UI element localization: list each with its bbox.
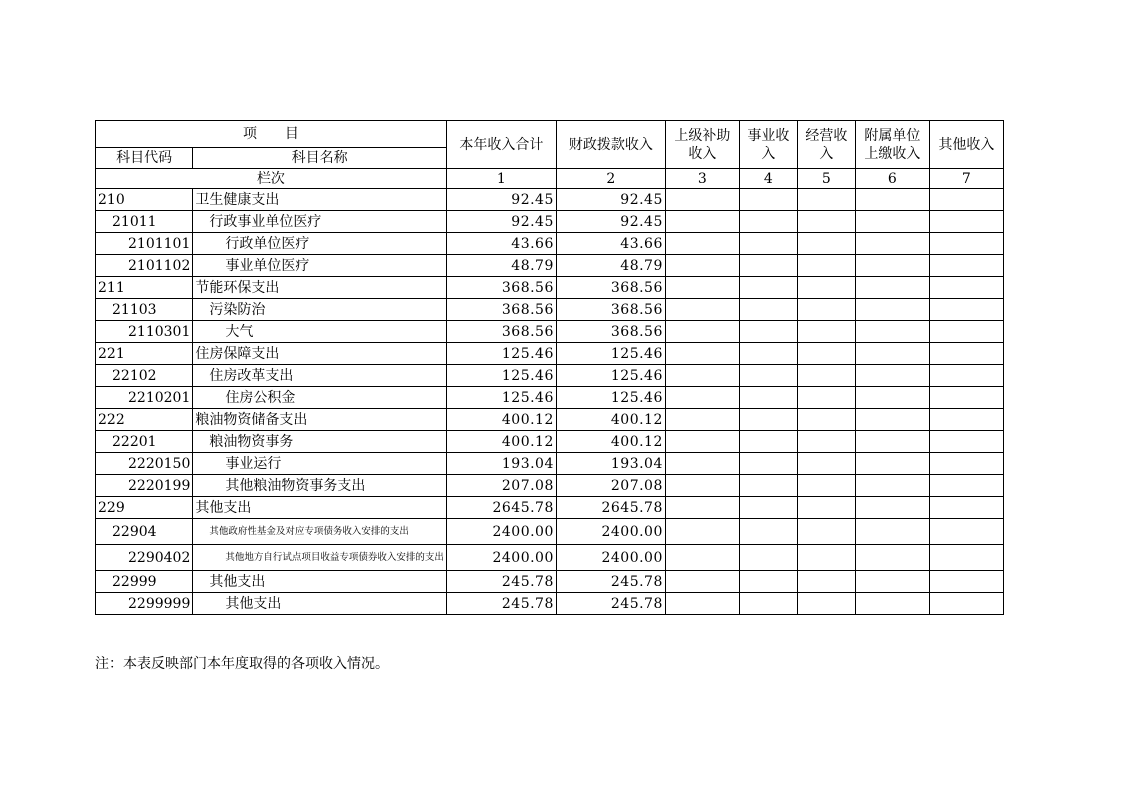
col-number: 3 [665,169,739,189]
business-income-value [739,321,797,343]
subject-name: 住房保障支出 [193,343,447,365]
col-number: 7 [929,169,1003,189]
affiliated-income-value [855,453,929,475]
upper-subsidy-value [665,189,739,211]
subject-code: 229 [96,497,193,519]
operating-income-value [797,387,855,409]
operating-income-value [797,593,855,615]
table-body [96,189,1004,615]
business-income-value [739,475,797,497]
business-income-value [739,545,797,571]
upper-subsidy-value [665,497,739,519]
operating-income-value [797,255,855,277]
other-income-value [929,409,1003,431]
table-row [96,519,1004,545]
subject-code: 22102 [96,365,193,387]
other-income-value [929,475,1003,497]
upper-subsidy-value [665,519,739,545]
other-income-value [929,211,1003,233]
total-income-value: 368.56 [446,299,556,321]
total-income-value: 368.56 [446,277,556,299]
fiscal-income-value: 2400.00 [556,519,665,545]
subject-name: 卫生健康支出 [193,189,447,211]
affiliated-income-value [855,593,929,615]
table-row [96,497,1004,519]
business-income-value [739,365,797,387]
affiliated-income-value [855,189,929,211]
upper-subsidy-value [665,453,739,475]
operating-income-value [797,211,855,233]
header-affiliated-income: 附属单位上缴收入 [855,121,929,169]
table-row [96,343,1004,365]
table-row [96,387,1004,409]
subject-name: 住房公积金 [193,387,447,409]
other-income-value [929,233,1003,255]
header-operating-income: 经营收入 [797,121,855,169]
table-row [96,321,1004,343]
operating-income-value [797,475,855,497]
business-income-value [739,299,797,321]
upper-subsidy-value [665,545,739,571]
subject-name: 粮油物资储备支出 [193,409,447,431]
other-income-value [929,453,1003,475]
total-income-value: 125.46 [446,365,556,387]
other-income-value [929,277,1003,299]
fiscal-income-value: 207.08 [556,475,665,497]
subject-code: 211 [96,277,193,299]
subject-code: 22904 [96,519,193,545]
table-row [96,453,1004,475]
affiliated-income-value [855,233,929,255]
fiscal-income-value: 125.46 [556,365,665,387]
subject-code: 2101102 [96,255,193,277]
subject-name: 住房改革支出 [193,365,447,387]
subject-code: 2290402 [96,545,193,571]
operating-income-value [797,189,855,211]
operating-income-value [797,519,855,545]
subject-name: 行政事业单位医疗 [193,211,447,233]
affiliated-income-value [855,343,929,365]
subject-code: 221 [96,343,193,365]
other-income-value [929,593,1003,615]
fiscal-income-value: 245.78 [556,593,665,615]
fiscal-income-value: 43.66 [556,233,665,255]
affiliated-income-value [855,255,929,277]
total-income-value: 2645.78 [446,497,556,519]
upper-subsidy-value [665,255,739,277]
table-row [96,277,1004,299]
upper-subsidy-value [665,277,739,299]
affiliated-income-value [855,497,929,519]
other-income-value [929,343,1003,365]
affiliated-income-value [855,277,929,299]
header-total-income: 本年收入合计 [446,121,556,169]
upper-subsidy-value [665,321,739,343]
operating-income-value [797,299,855,321]
operating-income-value [797,321,855,343]
fiscal-income-value: 245.78 [556,571,665,593]
affiliated-income-value [855,211,929,233]
affiliated-income-value [855,545,929,571]
fiscal-income-value: 2400.00 [556,545,665,571]
subject-name: 事业单位医疗 [193,255,447,277]
business-income-value [739,255,797,277]
table-row [96,365,1004,387]
fiscal-income-value: 193.04 [556,453,665,475]
operating-income-value [797,497,855,519]
business-income-value [739,519,797,545]
total-income-value: 48.79 [446,255,556,277]
upper-subsidy-value [665,365,739,387]
subject-name: 其他粮油物资事务支出 [193,475,447,497]
upper-subsidy-value [665,431,739,453]
table-row [96,255,1004,277]
business-income-value [739,343,797,365]
subject-code: 222 [96,409,193,431]
total-income-value: 125.46 [446,387,556,409]
other-income-value [929,497,1003,519]
upper-subsidy-value [665,233,739,255]
subject-name: 其他支出 [193,497,447,519]
fiscal-income-value: 368.56 [556,277,665,299]
header-column-no: 栏次 [96,169,447,189]
other-income-value [929,519,1003,545]
business-income-value [739,277,797,299]
operating-income-value [797,453,855,475]
col-number: 4 [739,169,797,189]
other-income-value [929,571,1003,593]
business-income-value [739,497,797,519]
fiscal-income-value: 125.46 [556,387,665,409]
upper-subsidy-value [665,409,739,431]
income-table [95,120,1004,615]
total-income-value: 368.56 [446,321,556,343]
other-income-value [929,431,1003,453]
header-other-income: 其他收入 [929,121,1003,169]
table-row [96,593,1004,615]
total-income-value: 92.45 [446,189,556,211]
subject-code: 2210201 [96,387,193,409]
col-number: 1 [446,169,556,189]
total-income-value: 2400.00 [446,545,556,571]
upper-subsidy-value [665,299,739,321]
header-item: 项 目 [96,121,447,148]
subject-name: 其他支出 [193,571,447,593]
subject-name: 行政单位医疗 [193,233,447,255]
upper-subsidy-value [665,593,739,615]
operating-income-value [797,409,855,431]
total-income-value: 125.46 [446,343,556,365]
upper-subsidy-value [665,387,739,409]
subject-name: 节能环保支出 [193,277,447,299]
fiscal-income-value: 92.45 [556,189,665,211]
subject-code: 2110301 [96,321,193,343]
fiscal-income-value: 400.12 [556,431,665,453]
subject-code: 2220150 [96,453,193,475]
subject-name: 其他地方自行试点项目收益专项债券收入安排的支出 [193,545,447,571]
subject-code: 22201 [96,431,193,453]
table-row [96,571,1004,593]
table-row [96,233,1004,255]
table-row [96,431,1004,453]
col-number: 5 [797,169,855,189]
fiscal-income-value: 92.45 [556,211,665,233]
affiliated-income-value [855,321,929,343]
subject-code: 2101101 [96,233,193,255]
other-income-value [929,321,1003,343]
subject-name: 其他政府性基金及对应专项债务收入安排的支出 [193,519,447,545]
subject-name: 其他支出 [193,593,447,615]
table-row [96,545,1004,571]
affiliated-income-value [855,475,929,497]
business-income-value [739,233,797,255]
other-income-value [929,255,1003,277]
business-income-value [739,571,797,593]
operating-income-value [797,571,855,593]
header-name: 科目名称 [193,148,447,169]
table-row [96,211,1004,233]
subject-code: 22999 [96,571,193,593]
col-number: 2 [556,169,665,189]
subject-code: 210 [96,189,193,211]
business-income-value [739,409,797,431]
subject-name: 粮油物资事务 [193,431,447,453]
total-income-value: 193.04 [446,453,556,475]
subject-code: 2299999 [96,593,193,615]
business-income-value [739,211,797,233]
subject-name: 大气 [193,321,447,343]
header-business-income: 事业收入 [739,121,797,169]
total-income-value: 2400.00 [446,519,556,545]
header-fiscal-income: 财政拨款收入 [556,121,665,169]
operating-income-value [797,343,855,365]
other-income-value [929,299,1003,321]
operating-income-value [797,233,855,255]
operating-income-value [797,431,855,453]
header-code: 科目代码 [96,148,193,169]
total-income-value: 400.12 [446,431,556,453]
business-income-value [739,593,797,615]
fiscal-income-value: 48.79 [556,255,665,277]
affiliated-income-value [855,519,929,545]
col-number: 6 [855,169,929,189]
subject-code: 21011 [96,211,193,233]
subject-code: 21103 [96,299,193,321]
subject-name: 事业运行 [193,453,447,475]
upper-subsidy-value [665,475,739,497]
table-row [96,189,1004,211]
fiscal-income-value: 368.56 [556,321,665,343]
total-income-value: 400.12 [446,409,556,431]
total-income-value: 43.66 [446,233,556,255]
business-income-value [739,189,797,211]
business-income-value [739,387,797,409]
total-income-value: 207.08 [446,475,556,497]
header-upper-subsidy: 上级补助收入 [665,121,739,169]
operating-income-value [797,545,855,571]
fiscal-income-value: 400.12 [556,409,665,431]
affiliated-income-value [855,431,929,453]
upper-subsidy-value [665,211,739,233]
table-row [96,299,1004,321]
affiliated-income-value [855,387,929,409]
fiscal-income-value: 368.56 [556,299,665,321]
other-income-value [929,365,1003,387]
business-income-value [739,431,797,453]
operating-income-value [797,277,855,299]
upper-subsidy-value [665,571,739,593]
table-row [96,475,1004,497]
affiliated-income-value [855,571,929,593]
table-row [96,409,1004,431]
total-income-value: 92.45 [446,211,556,233]
operating-income-value [797,365,855,387]
subject-code: 2220199 [96,475,193,497]
fiscal-income-value: 125.46 [556,343,665,365]
affiliated-income-value [855,365,929,387]
subject-name: 污染防治 [193,299,447,321]
upper-subsidy-value [665,343,739,365]
other-income-value [929,387,1003,409]
business-income-value [739,453,797,475]
affiliated-income-value [855,409,929,431]
other-income-value [929,189,1003,211]
fiscal-income-value: 2645.78 [556,497,665,519]
total-income-value: 245.78 [446,593,556,615]
total-income-value: 245.78 [446,571,556,593]
affiliated-income-value [855,299,929,321]
table-note: 注：本表反映部门本年度取得的各项收入情况。 [95,656,389,672]
other-income-value [929,545,1003,571]
